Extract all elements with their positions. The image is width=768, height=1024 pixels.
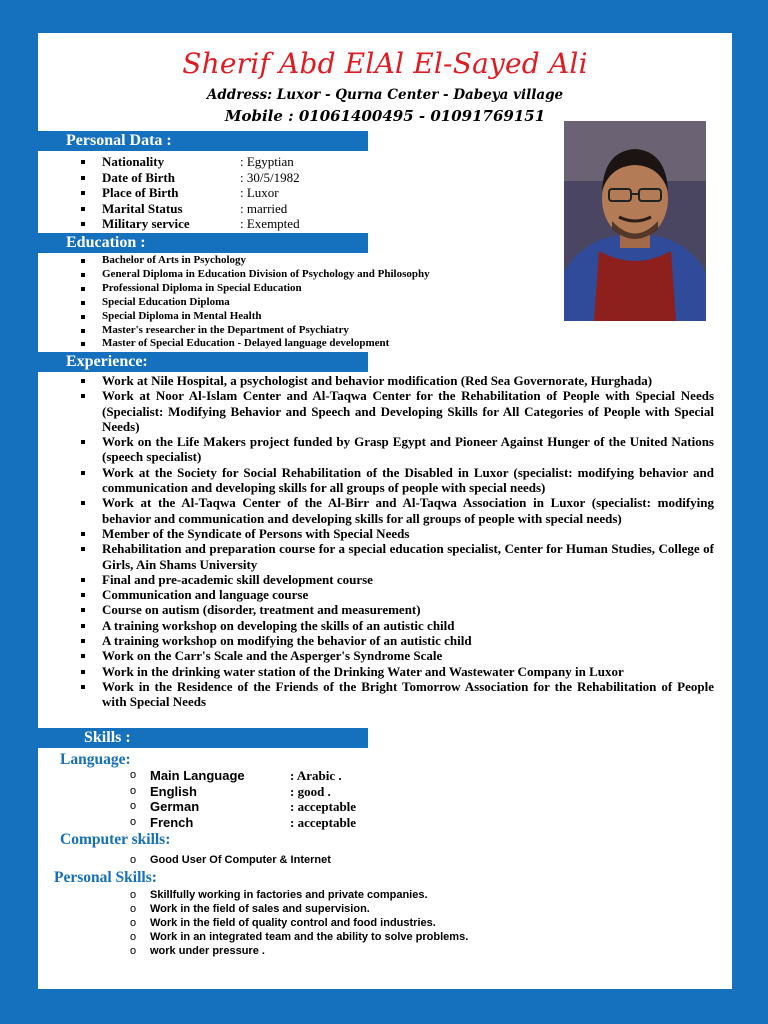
list-item: Professional Diploma in Special Education	[78, 282, 558, 296]
profile-photo	[564, 121, 706, 321]
list-item: Special Diploma in Mental Health	[78, 310, 558, 324]
address-line: Address: Luxor - Qurna Center - Dabeya village	[206, 87, 564, 103]
list-item: Date of Birth : 30/5/1982	[78, 170, 408, 186]
list-item: o Work in the field of sales and supervision.	[130, 902, 630, 916]
section-skills: Skills :	[38, 728, 368, 748]
list-item: o Work in an integrated team and the ability to solve problems.	[130, 930, 630, 944]
computer-skills-heading: Computer skills:	[60, 831, 171, 848]
list-item: Nationality : Egyptian	[78, 154, 408, 170]
section-personal-data: Personal Data :	[38, 131, 368, 151]
list-item: Communication and language course	[78, 587, 714, 602]
list-item: Work at the Al-Taqwa Center of the Al-Birr and Al-Taqwa Association in Luxor (specialist: modifying behavior and communication and developing skills for all groups of people with special needs)	[78, 495, 714, 526]
list-item: Course on autism (disorder, treatment and measurement)	[78, 602, 714, 617]
list-item: General Diploma in Education Division of Psychology and Philosophy	[78, 268, 558, 282]
computer-skills-list	[130, 853, 530, 867]
list-item: o German : acceptable	[130, 799, 430, 815]
list-item: o work under pressure .	[130, 944, 630, 958]
list-item: A training workshop on modifying the behavior of an autistic child	[78, 633, 714, 648]
list-item: Work on the Life Makers project funded by Grasp Egypt and Pioneer Against Hunger of the United Nations (speech specialist)	[78, 434, 714, 465]
list-item: Bachelor of Arts in Psychology	[78, 254, 558, 268]
list-item: o English : good .	[130, 784, 430, 800]
list-item: Work in the Residence of the Friends of the Bright Tomorrow Association for the Rehabilitation of People with Special Needs	[78, 679, 714, 710]
list-item: Final and pre-academic skill development course	[78, 572, 714, 587]
personal-skills-list	[130, 888, 630, 958]
language-list	[130, 768, 430, 830]
applicant-name: Sherif Abd ElAl El-Sayed Ali	[182, 47, 588, 80]
list-item: o Good User Of Computer & Internet	[130, 853, 530, 867]
education-list	[78, 254, 558, 351]
list-item: Work at Nile Hospital, a psychologist and behavior modification (Red Sea Governorate, Hurghada)	[78, 373, 714, 388]
list-item: o Skillfully working in factories and private companies.	[130, 888, 630, 902]
mobile-line: Mobile : 01061400495 - 01091769151	[224, 107, 546, 125]
list-item: Master's researcher in the Department of Psychiatry	[78, 324, 558, 338]
list-item: Marital Status : married	[78, 201, 408, 217]
language-heading: Language:	[60, 751, 131, 768]
person-portrait-icon	[564, 121, 706, 321]
list-item: A training workshop on developing the skills of an autistic child	[78, 618, 714, 633]
list-item: Special Education Diploma	[78, 296, 558, 310]
list-item: Rehabilitation and preparation course for a special education specialist, Center for Human Studies, College of Girls, Ain Shams University	[78, 541, 714, 572]
list-item: o French : acceptable	[130, 815, 430, 831]
personal-skills-heading: Personal Skills:	[54, 869, 157, 886]
list-item: Work at Noor Al-Islam Center and Al-Taqwa Center for the Rehabilitation of People with Special Needs (Specialist: Modifying Behavior and Speech and Developing Skills for All Categories of People with Special Needs)	[78, 388, 714, 434]
list-item: Work in the drinking water station of the Drinking Water and Wastewater Company in Luxor	[78, 664, 714, 679]
list-item: o Main Language : Arabic .	[130, 768, 430, 784]
list-item: Military service : Exempted	[78, 216, 408, 232]
personal-data-list	[78, 154, 408, 232]
list-item: o Work in the field of quality control and food industries.	[130, 916, 630, 930]
list-item: Place of Birth : Luxor	[78, 185, 408, 201]
experience-list	[78, 373, 714, 710]
cv-page	[38, 33, 732, 989]
section-experience: Experience:	[38, 352, 368, 372]
section-education: Education :	[38, 233, 368, 253]
list-item: Member of the Syndicate of Persons with Special Needs	[78, 526, 714, 541]
list-item: Work on the Carr's Scale and the Asperger's Syndrome Scale	[78, 648, 714, 663]
list-item: Master of Special Education - Delayed language development	[78, 337, 558, 351]
list-item: Work at the Society for Social Rehabilitation of the Disabled in Luxor (specialist: modifying behavior and communication and developing skills for all groups of people with special needs)	[78, 465, 714, 496]
